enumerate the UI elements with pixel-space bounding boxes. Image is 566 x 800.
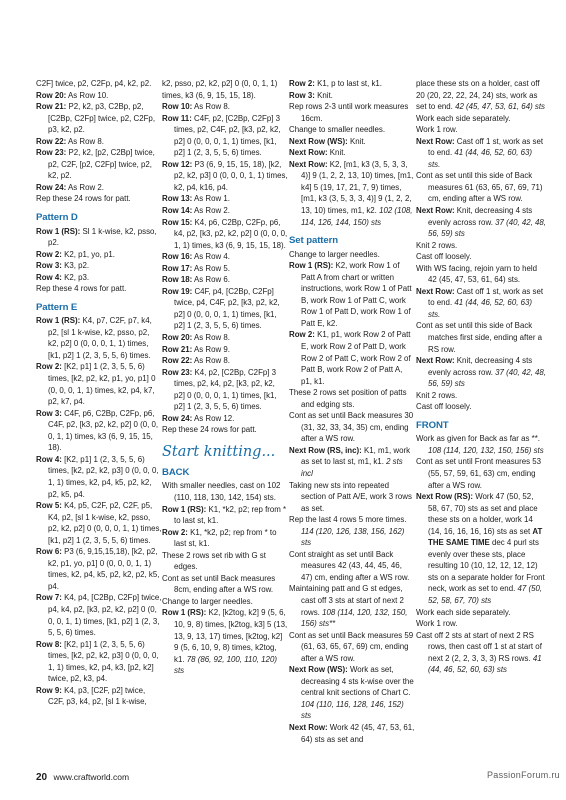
page-footer [36,772,129,783]
instruction-line [289,583,415,629]
instruction-line [162,413,288,425]
instruction-line [416,136,546,171]
row-label: Row 7: [36,593,62,603]
instruction-text: Rep these 24 rows for patt. [36,194,131,204]
instruction-line [416,433,546,456]
instruction-line [162,113,288,159]
instruction-text: Cont as set until this side of Back measures 61 (63, 65, 67, 69, 71) cm, ending after a WS row. [416,171,543,204]
instruction-line [289,514,415,549]
instruction-line [416,113,546,125]
row-label: Row 1 (RS): [36,226,81,236]
page-number: 20 [36,772,48,783]
instruction-text: As Row 8. [68,136,104,146]
section-heading: FRONT [416,419,449,431]
instruction-line [162,263,288,275]
instruction-line [416,630,546,676]
instruction-text: K1, p to last st, k1. [317,79,382,88]
instruction-line [36,249,162,261]
row-label: Row 1 (RS): [162,608,207,618]
row-label: Row 24: [162,413,193,423]
instruction-line [289,410,415,445]
instruction-line [416,355,546,390]
instruction-text: K2, p1, yo, p1. [64,249,115,259]
row-label: Row 1 (RS): [36,316,81,326]
instruction-text: As Row 12. [194,413,235,423]
row-label: Row 11: [162,113,192,123]
instruction-text: K4, p6, C2Bp, C2Fp, p6, k4, p2, [k3, p2, k2, p2] 0 (0, 0, 0, 1, 1) times, k3 (6, 9, 15, 15, 18). [174,217,288,250]
instruction-text: K1, *k2, p2; rep from * to last st, k1. [174,504,287,526]
instruction-line [162,78,288,101]
instruction-text: C4F, p2, [C2Bp, C2Fp] 3 times, p2, C4F, p2, [k3, p2, k2, p2] 0 (0, 0, 0, 1, 1) times, [k1, p2] 1 (2, 3, 5, 5, 6) times. [174,113,281,158]
instruction-text: K2, work Row 1 of Patt A from chart or written instructions, work Row 1 of Patt B, work Row 1 of Patt C, work Row 1 of Patt D, work Row 1 of Patt E, k2. [301,261,412,328]
instruction-text: K1, p1, work Row 2 of Patt E, work Row 2 of Patt D, work Row 2 of Patt C, work Row 2 of Patt B, work Row 2 of Patt A, p1, k1. [301,330,411,386]
row-label: Next Row: [416,286,455,296]
instruction-text: k2, psso, p2, k2, p2] 0 (0, 0, 1, 1) times, k3 (6, 9, 15, 15, 18). [162,79,278,100]
row-label: Row 6: [36,547,62,557]
section-script-title: Start knitting... [162,443,276,460]
row-label: Row 2: [162,527,188,537]
instruction-line [36,283,162,295]
row-label: Row 10: [162,102,193,112]
instruction-text: As Row 2. [68,182,104,192]
instruction-line [162,424,288,436]
instruction-text: Cast off 1 st, work as set to end. [428,286,544,308]
instruction-text: [K2, p1] 1 (2, 3, 5, 5, 6) times, [k2, p2, k2, p3] 0 (0, 0, 0, 1, 1) times, k2, p4, k3, [p2, k2] twice, p2, k3, p4. [48,639,159,684]
row-label: Next Row: [289,148,328,158]
instruction-line [162,101,288,113]
instruction-line [162,504,288,527]
row-label: Next Row: [289,723,328,733]
instruction-line [162,550,288,573]
instruction-line [162,527,288,550]
section-heading: Set pattern [289,235,339,247]
instruction-text: P3 (6, 9, 15, 15, 18), [k2, p2, k2, p3] 0 (0, 0, 0, 1, 1) times, k2, p4, k16, p4. [174,159,288,192]
instruction-line [36,592,162,638]
instruction-text: Taking new sts into repeated section of Patt A/E, work 3 rows as set. [289,480,412,513]
instruction-text: Knit. [317,90,333,100]
instruction-line [289,387,415,410]
row-label: Row 17: [162,263,193,273]
instruction-line [36,454,162,500]
instruction-text: Rep the last 4 rows 5 more times. [289,515,407,525]
instruction-text: K4, p3, [C2F, p2] twice, C2F, p3, k4, p2, [sl 1 k-wise, [48,685,147,707]
stitch-count: 47 (50, 52, 58, 67, 70) sts [428,584,543,606]
instruction-text: These 2 rows set position of patts and edging sts. [289,388,407,409]
instruction-text: As Row 2. [194,206,230,216]
instruction-line [36,147,162,182]
row-label: Row 1 (RS): [162,504,207,514]
instruction-line [289,249,415,261]
row-label: Row 23: [162,367,193,377]
column-1 [36,78,162,708]
instruction-text: These 2 rows set rib with G st edges. [162,550,266,572]
row-label: Row 3: [36,261,62,271]
instruction-text: [K2, p1] 1 (2, 3, 5, 5, 6) times, [k2, p2, k2, p3] 0 (0, 0, 0, 1, 1) times, k2, p4, k5, p2, k2, p2, k5, p4. [48,454,159,499]
instruction-line [289,147,415,159]
instruction-text: Cont as set until Back measures 8cm, ending after a WS row. [162,573,276,595]
instruction-text: Work as given for Back as far as **. [416,434,540,444]
instruction-text: As Row 5. [194,263,230,273]
instruction-line [289,260,415,329]
row-label: Row 12: [162,159,193,169]
row-label: Row 14: [162,206,193,216]
section-heading: Pattern D [36,212,78,224]
instruction-text: Rep these 24 rows for patt. [162,425,257,435]
instruction-text: Work each side separately. [416,607,511,617]
row-label: Row 5: [36,501,62,511]
row-label: Row 24: [36,182,67,192]
instruction-line [162,355,288,367]
stitch-count: 114 (120, 126, 138, 156, 162) sts [301,526,405,548]
instruction-text: As Row 1. [194,194,230,204]
row-label: Next Row (RS, inc): [289,445,362,455]
instruction-text: With smaller needles, cast on 102 (110, 118, 130, 142, 154) sts. [162,481,281,502]
stitch-count: 102 (108, 114, 126, 144, 150) sts [301,206,413,227]
instruction-text: Change to larger needles. [289,249,380,259]
instruction-line [289,90,415,102]
instruction-text: Cast off loosely. [416,402,472,412]
instruction-line [36,193,162,205]
row-label: Row 4: [36,454,62,464]
instruction-text: Cast off loosely. [416,252,472,262]
stitch-count: 37 (40, 42, 48, 56, 59) sts [428,367,546,389]
instruction-line [36,272,162,284]
instruction-line [162,344,288,356]
row-label: Row 13: [162,194,193,204]
instruction-line [416,607,546,619]
row-label: Row 8: [36,639,62,649]
instruction-text: As Row 4. [194,252,230,262]
instruction-text: Rep these 4 rows for patt. [36,284,127,294]
row-label: Next Row (RS): [416,492,473,502]
column-3 [289,78,415,745]
instruction-line [162,159,288,194]
instruction-line [289,329,415,387]
instruction-text: K4, p2, [C2Bp, C2Fp] 3 times, p2, k4, p2, [k3, p2, k2, p2] 0 (0, 0, 0, 1, 1) times, [k1, p2] 1 (2, 3, 5, 5, 6) times. [174,367,277,412]
emphasis-text: AT THE SAME TIME [428,526,543,548]
section-heading: BACK [162,466,190,478]
instruction-line [289,78,415,90]
row-label: Row 2: [289,79,315,88]
stitch-count: 41 (44, 46, 52, 60, 63) sts. [428,298,532,319]
row-label: Row 9: [36,685,62,695]
row-label: Row 1 (RS): [289,261,334,271]
instruction-line [289,549,415,584]
row-label: Next Row: [416,356,455,366]
row-label: Row 20: [36,90,67,100]
instruction-line [162,274,288,286]
row-label: Row 2: [289,330,315,340]
instruction-text: K1, m1, work as set to last st, m1, k1. [301,445,411,467]
instruction-line [36,78,162,90]
instruction-line [289,445,415,480]
column-4 [416,78,546,676]
row-label: Row 2: [36,249,62,259]
instruction-line [289,124,415,136]
row-label: Row 2: [36,362,62,372]
instruction-line [36,90,162,102]
instruction-line [36,182,162,194]
instruction-line [36,315,162,361]
instruction-line [416,491,546,606]
stitch-count: 108 (114, 120, 132, 150, 156) sts [428,445,544,455]
instruction-text: Knit 2 rows. [416,390,458,400]
instruction-line [416,390,546,402]
instruction-text: dec 4 purl sts evenly over these sts, place resulting 10 (10, 12, 12, 12, 12) sts on a separate holder for Front neck, work as set to end. [428,538,545,594]
row-label: Row 23: [36,148,67,158]
instruction-line [36,101,162,136]
instruction-text: C4F, p4, [C2Bp, C2Fp] twice, p4, C4F, p2, [k3, p2, k2, p2] 0 (0, 0, 0, 1, 1) times, [k1, p2] 1 (2, 3, 5, 5, 6) times. [174,286,280,331]
row-label: Next Row: [289,159,328,169]
row-label: Row 21: [36,102,67,112]
instruction-text: K2, [k2tog, k2] 9 (5, 6, 10, 9, 8) times, [k2tog, k3] 5 (13, 13, 9, 13, 17) times, [k2tog, k2] 9 (5, 6, 10, 9, 8) times, k2tog, k1. [174,608,288,664]
instruction-line [416,401,546,413]
instruction-line [416,78,546,113]
instruction-line [36,500,162,546]
instruction-text: Cont as set until Back measures 30 (31, 32, 33, 34, 35) cm, ending after a WS row. [289,411,414,444]
instruction-line [36,639,162,685]
instruction-text: K2, p3. [64,272,90,282]
stitch-count: 2 sts incl [301,457,403,478]
stitch-count: 37 (40, 42, 48, 56, 59) sts [428,217,546,239]
instruction-text: With WS facing, rejoin yarn to held 42 (45, 47, 53, 61, 64) sts. [416,263,538,285]
stitch-count: 78 (86, 92, 100, 110, 120) sts [174,654,277,676]
instruction-text: K4, p4, [C2Bp, C2Fp] twice, p4, k4, p2, [k3, p2, k2, p2] 0 (0, 0, 0, 1, 1) times, [k1, p2] 1 (2, 3, 5, 5, 6) times. [48,593,162,638]
row-label: Next Row: [416,206,455,216]
instruction-line [162,251,288,263]
instruction-line [289,159,415,228]
instruction-line [36,546,162,592]
stitch-count: 104 (110, 116, 128, 146, 152) sts [301,699,404,721]
instruction-text: P2, k2, p3, C2Bp, p2, [C2Bp, C2Fp] twice, p2, C2Fp, p3, k2, p2. [48,102,156,135]
row-label: Row 21: [162,344,193,354]
row-label: Row 15: [162,217,193,227]
instruction-text: Knit, decreasing 4 sts evenly across row. [428,356,533,377]
instruction-line [416,286,546,321]
instruction-text: Work 1 row. [416,619,458,629]
instruction-text: Cast off 1 st, work as set to end. [428,136,544,158]
instruction-text: Rep rows 2-3 until work measures 16cm. [289,102,409,123]
instruction-line [162,367,288,413]
instruction-text: Change to larger needles. [162,596,253,606]
instruction-line [162,332,288,344]
row-label: Row 20: [162,333,193,343]
section-heading: Pattern E [36,301,78,313]
instruction-text: [K2, p1] 1 (2, 3, 5, 5, 6) times, [k2, p2, k2, p1, yo, p1] 0 (0, 0, 0, 1, 1) times, k2, p4, k7, p2, k7, p4. [48,362,156,407]
instruction-text: Cont as set until Back measures 59 (61, 63, 65, 67, 69) cm, ending after a WS row. [289,630,414,663]
instruction-text: Cont as set until Front measures 53 (55, 57, 59, 61, 63) cm, ending after a WS row. [416,457,541,490]
instruction-text: As Row 10. [68,90,109,100]
instruction-line [36,260,162,272]
instruction-text: P3 (6, 9,15,15,18), [k2, p2, k2, p1, yo, p1] 0 (0, 0, 0, 1, 1) times, k2, p4, k5, p2, k2, p2, k5, p4. [48,547,160,591]
instruction-line [162,480,288,503]
row-label: Row 18: [162,275,193,285]
instruction-text: place these sts on a holder, cast off 20 (20, 22, 22, 24, 24) sts, work as set to end. [416,79,540,112]
instruction-line [416,263,546,286]
row-label: Row 19: [162,286,193,296]
instruction-text: Knit 2 rows. [416,240,458,250]
instruction-text: As Row 6. [194,275,230,285]
stitch-count: 42 (45, 47, 53, 61, 64) sts [455,102,545,112]
row-label: Row 3: [36,408,62,418]
instruction-text: C2F] twice, p2, C2Fp, p4, k2, p2. [36,79,152,88]
instruction-text: As Row 8. [194,333,230,343]
instruction-line [162,193,288,205]
instruction-text: Knit, decreasing 4 sts evenly across row. [428,206,533,227]
watermark: PassionForum.ru [486,770,560,780]
instruction-line [162,217,288,252]
instruction-line [289,630,415,665]
instruction-text: K2, [m1, k3 (3, 5, 3, 3, 4)] 9 (1, 2, 2, 13, 10) times, [m1, k4] 5 (19, 17, 21, 7, 9) times, [m1, k3 (3, 5, 3, 3, 4)] 9 (1, 2, 2, 13, 10) times, m1, k2. [301,159,414,216]
instruction-line [162,596,288,608]
stitch-count: 41 (44, 46, 52, 60, 63) sts. [428,148,532,169]
row-label: Next Row (WS): [289,136,348,146]
row-label: Next Row: [416,136,455,146]
instruction-line [416,124,546,136]
instruction-line [36,408,162,454]
row-label: Row 3: [289,90,315,100]
instruction-text: K4, p5, C2F, p2, C2F, p5, K4, p2, [sl 1 k-wise, k2, psso, p2, k2, p2] 0 (0, 0, 0, 1, 1) times, [k1, p2] 1 (2, 3, 5, 5, 6) times. [48,501,162,545]
row-label: Row 16: [162,252,193,262]
instruction-text: Sl 1 k-wise, k2, psso, p2. [48,226,157,248]
instruction-text: Cont as set until this side of Back matches first side, ending after a RS row. [416,321,543,354]
column-2 [162,78,288,677]
instruction-text: As Row 8. [194,102,230,112]
instruction-line [162,607,288,676]
instruction-text: As Row 9. [194,344,230,354]
instruction-line [289,480,415,515]
instruction-text: Work 1 row. [416,125,458,135]
instruction-text: Work each side separately. [416,113,511,123]
stitch-count: 108 (114, 120, 132, 150, 156) sts** [301,607,408,629]
instruction-text: Work 47 (50, 52, 58, 67, 70) sts as set and place these sts on a holder, work 14 (14, 16, 16, 16, 16) sts as set [428,492,538,536]
instruction-text: Work 42 (45, 47, 53, 61, 64) sts as set and [301,723,415,744]
instruction-text: Knit. [329,148,346,158]
instruction-text: P2, k2, [p2, C2Bp] twice, p2, C2F, [p2, C2Fp] twice, p2, k2, p2. [48,148,155,181]
instruction-line [416,205,546,240]
instruction-line [416,320,546,355]
instruction-text: Cont straight as set until Back measures 42 (43, 44, 45, 46, 47) cm, ending after a WS row. [289,549,410,582]
instruction-text: Work as set, decreasing 4 sts k-wise over the central knit sections of Chart C. [301,665,414,698]
instruction-line [416,618,546,630]
instruction-line [36,685,162,708]
instruction-line [36,361,162,407]
instruction-line [289,101,415,124]
instruction-line [416,251,546,263]
instruction-text: Change to smaller needles. [289,125,386,135]
instruction-text: Cast off 2 sts at start of next 2 RS rows, then cast off 1 st at start of next 2 (2, 2, 3, 3, 3) RS rows. [416,630,542,663]
instruction-line [36,136,162,148]
instruction-text: As Row 8. [194,356,230,366]
instruction-line [289,664,415,722]
footer-site-link[interactable]: www.craftworld.com [53,772,130,782]
instruction-line [289,136,415,148]
instruction-line [416,170,546,205]
instruction-text: K4, p7, C2F, p7, k4, p2, [sl 1 k-wise, k2, psso, p2, k2, p2] 0 (0, 0, 0, 1, 1) times, [k1, p2] 1 (2, 3, 5, 5, 6) times. [48,316,152,360]
row-label: Next Row (WS): [289,665,348,675]
instruction-line [162,205,288,217]
instruction-text: K1, *k2, p2; rep from * to last st, k1. [174,527,277,549]
instruction-text: C4F, p6, C2Bp, C2Fp, p6, C4F, p2, [k3, p2, k2, p2] 0 (0, 0, 0, 1, 1) times, k3 (6, 9, 15, 15, 18). [48,408,159,453]
row-label: Row 22: [162,356,193,366]
instruction-line [36,226,162,249]
instruction-line [162,573,288,596]
instruction-line [416,240,546,252]
instruction-line [416,456,546,491]
instruction-text: Knit. [349,136,366,146]
instruction-line [162,286,288,332]
row-label: Row 22: [36,136,67,146]
row-label: Row 4: [36,272,62,282]
stitch-count: 41 (44, 46, 52, 60, 63) sts [428,653,542,675]
instruction-text: Maintaining patt and G st edges, cast off 3 sts at start of next 2 rows. [289,584,404,617]
instruction-text: K3, p2. [64,261,90,271]
instruction-line [289,722,415,745]
